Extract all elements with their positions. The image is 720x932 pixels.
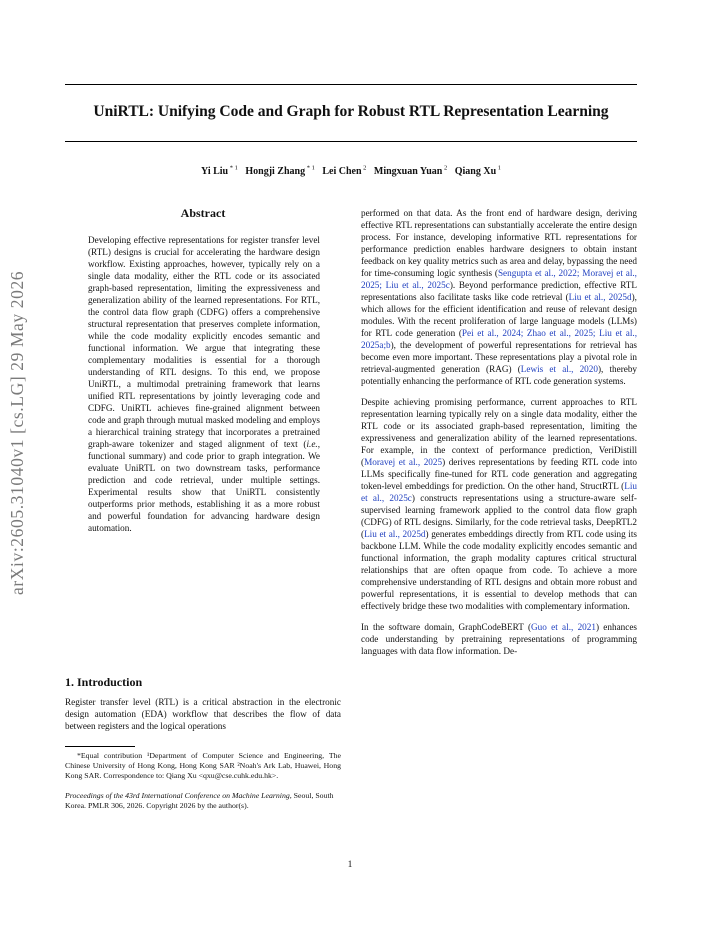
footnote-block (65, 751, 341, 811)
citation-link[interactable]: Sengupta et al., 2022; Moravej et al., 2025; Liu et al., 2025c (361, 268, 637, 290)
author-name: Yi Liu $^{* 1}$ (200, 165, 238, 178)
author-affiliation-mark: 1 (496, 165, 502, 172)
citation-link[interactable]: Moravej et al., 2025 (364, 457, 443, 467)
footnote-rule (65, 746, 135, 747)
author-affiliation-mark: 2 (361, 165, 367, 172)
page-number: 1 (347, 860, 353, 870)
right-paragraph-3: In the software domain, GraphCodeBERT (Guo et al., 2021) enhances code understanding by pretraining representations of programming languages with data flow information. De- (361, 622, 637, 656)
citation-link[interactable]: Lewis et al., 2020 (520, 364, 598, 374)
abstract-heading: Abstract (180, 206, 226, 220)
author-name: Qiang Xu $^1$ (454, 165, 502, 178)
title-bottom-rule (65, 141, 637, 142)
author-name: Hongji Zhang $^{* 1}$ (245, 165, 315, 178)
citation-link[interactable]: Liu et al., 2025d (568, 292, 632, 302)
proceedings-note (65, 791, 341, 811)
intro-paragraph: Register transfer level (RTL) is a critical abstraction in the electronic design automation (EDA) workflow that describes the flow of data between registers and the logical operations (65, 697, 341, 731)
proceedings-venue: Proceedings of the 43rd International Conference on Machine Learning (65, 791, 290, 801)
intro-heading: 1. Introduction (65, 675, 143, 689)
intro-column-left (65, 696, 341, 732)
author-affiliation-mark: * 1 (305, 165, 315, 172)
proceedings-rest: , Seoul, South Korea. PMLR 306, 2026. Copyright 2026 by the author(s). (65, 791, 334, 811)
citation-link[interactable]: Liu et al., 2025d (364, 529, 426, 539)
paper-title: UniRTL: Unifying Code and Graph for Robust RTL Representation Learning (93, 103, 609, 120)
author-name: Mingxuan Yuan $^2$ (373, 165, 448, 178)
affiliation-footnote: *Equal contribution ¹Department of Computer Science and Engineering, The Chinese University of Hong Kong, Hong Kong SAR ²Noah's Ark Lab, Huawei, Hong Kong SAR. Correspondence to: Qiang Xu <qxu@cse.cuhk.edu.hk>. (65, 751, 341, 780)
title-top-rule (65, 84, 637, 85)
arxiv-stamp: arXiv:2605.31040v1 [cs.LG] 29 May 2026 (7, 270, 27, 595)
author-list (65, 165, 637, 177)
right-paragraph-2: Despite achieving promising performance, current approaches to RTL representation learning typically rely on a single data modality, either the RTL code or its associated graph-based representation, limiting the expressiveness and generalization ability of the learned representations. For example, in the context of performance prediction, VeriDistill (Moravej et al., 2025) derives representations by feeding RTL code into LLMs specifically fine-tuned for RTL code generation and aggregating token-level embeddings for prediction. On the other hand, StructRTL (Liu et al., 2025c) constructs representations using a structure-aware self-supervised learning framework applied to the control data flow graph (CDFG) of RTL designs. Similarly, for the code retrieval tasks, DeepRTL2 (Liu et al., 2025d) generates embeddings directly from RTL code using its backbone LLM. While the code modality explicitly encodes semantic and functional information, the graph modality captures critical structural relationships that are often opaque from code. To achieve a more comprehensive understanding of RTL designs and obtain more robust and powerful representations, it is essential to develop methods that can effectively bridge these two modalities with complementary information. (361, 397, 637, 611)
citation-link[interactable]: Pei et al., 2024; Zhao et al., 2025; Liu et al., 2025a;b (361, 328, 637, 350)
right-paragraph-1: performed on that data. As the front end of hardware design, deriving effective RTL representations can substantially accelerate the entire design process. For instance, developing informative RTL representations for performance prediction enables hardware designers to obtain instant feedback on key quality metrics such as area and delay, bypassing the need for time-consuming logic synthesis (Sengupta et al., 2022; Moravej et al., 2025; Liu et al., 2025c). Beyond performance prediction, effective RTL representations also facilitate tasks like code retrieval (Liu et al., 2025d), which allows for the efficient identification and reuse of relevant design modules. With the recent proliferation of large language models (LLMs) for RTL code generation (Pei et al., 2024; Zhao et al., 2025; Liu et al., 2025a;b), the development of powerful representations for retrieval has become even more important. These representations play a pivotal role in retrieval-augmented generation (RAG) (Lewis et al., 2020), thereby potentially enhancing the performance of RTL code generation systems. (361, 208, 638, 386)
author-name: Lei Chen $^2$ (322, 165, 367, 178)
citation-link[interactable]: Liu et al., 2025c (361, 481, 637, 503)
citation-link[interactable]: Guo et al., 2021 (531, 622, 596, 632)
author-affiliation-mark: 2 (442, 165, 448, 172)
author-affiliation-mark: * 1 (228, 165, 238, 172)
right-column (361, 207, 637, 657)
abstract-text: Developing effective representations for register transfer level (RTL) designs is crucial for accelerating the hardware design workflow. Existing approaches, however, typically rely on a single data modality, either the RTL code or its associated graph-based representation, limiting the expressiveness and generalization ability of the learned representations. For RTL, the control data flow graph (CDFG) offers a comprehensive structural representation that preserves complete information, while the code modality explicitly encodes semantic and functional information. We argue that integrating these complementary modalities is essential for a thorough understanding of RTL designs. To this end, we propose UniRTL, a multimodal pretraining framework that learns unified RTL representations by jointly leveraging code and CDFG. UniRTL achieves fine-grained alignment between code and graph through mutual masked modeling and employs a hierarchical training strategy that incorporates a pretrained graph-aware tokenizer and staged alignment of text (i.e., functional summary) and code prior to graph integration. We evaluate UniRTL on two downstream tasks, performance prediction and code retrieval, under multiple settings. Experimental results show that UniRTL consistently outperforms prior methods, establishing it as a more robust and powerful foundation for advancing hardware design automation. (88, 235, 320, 534)
